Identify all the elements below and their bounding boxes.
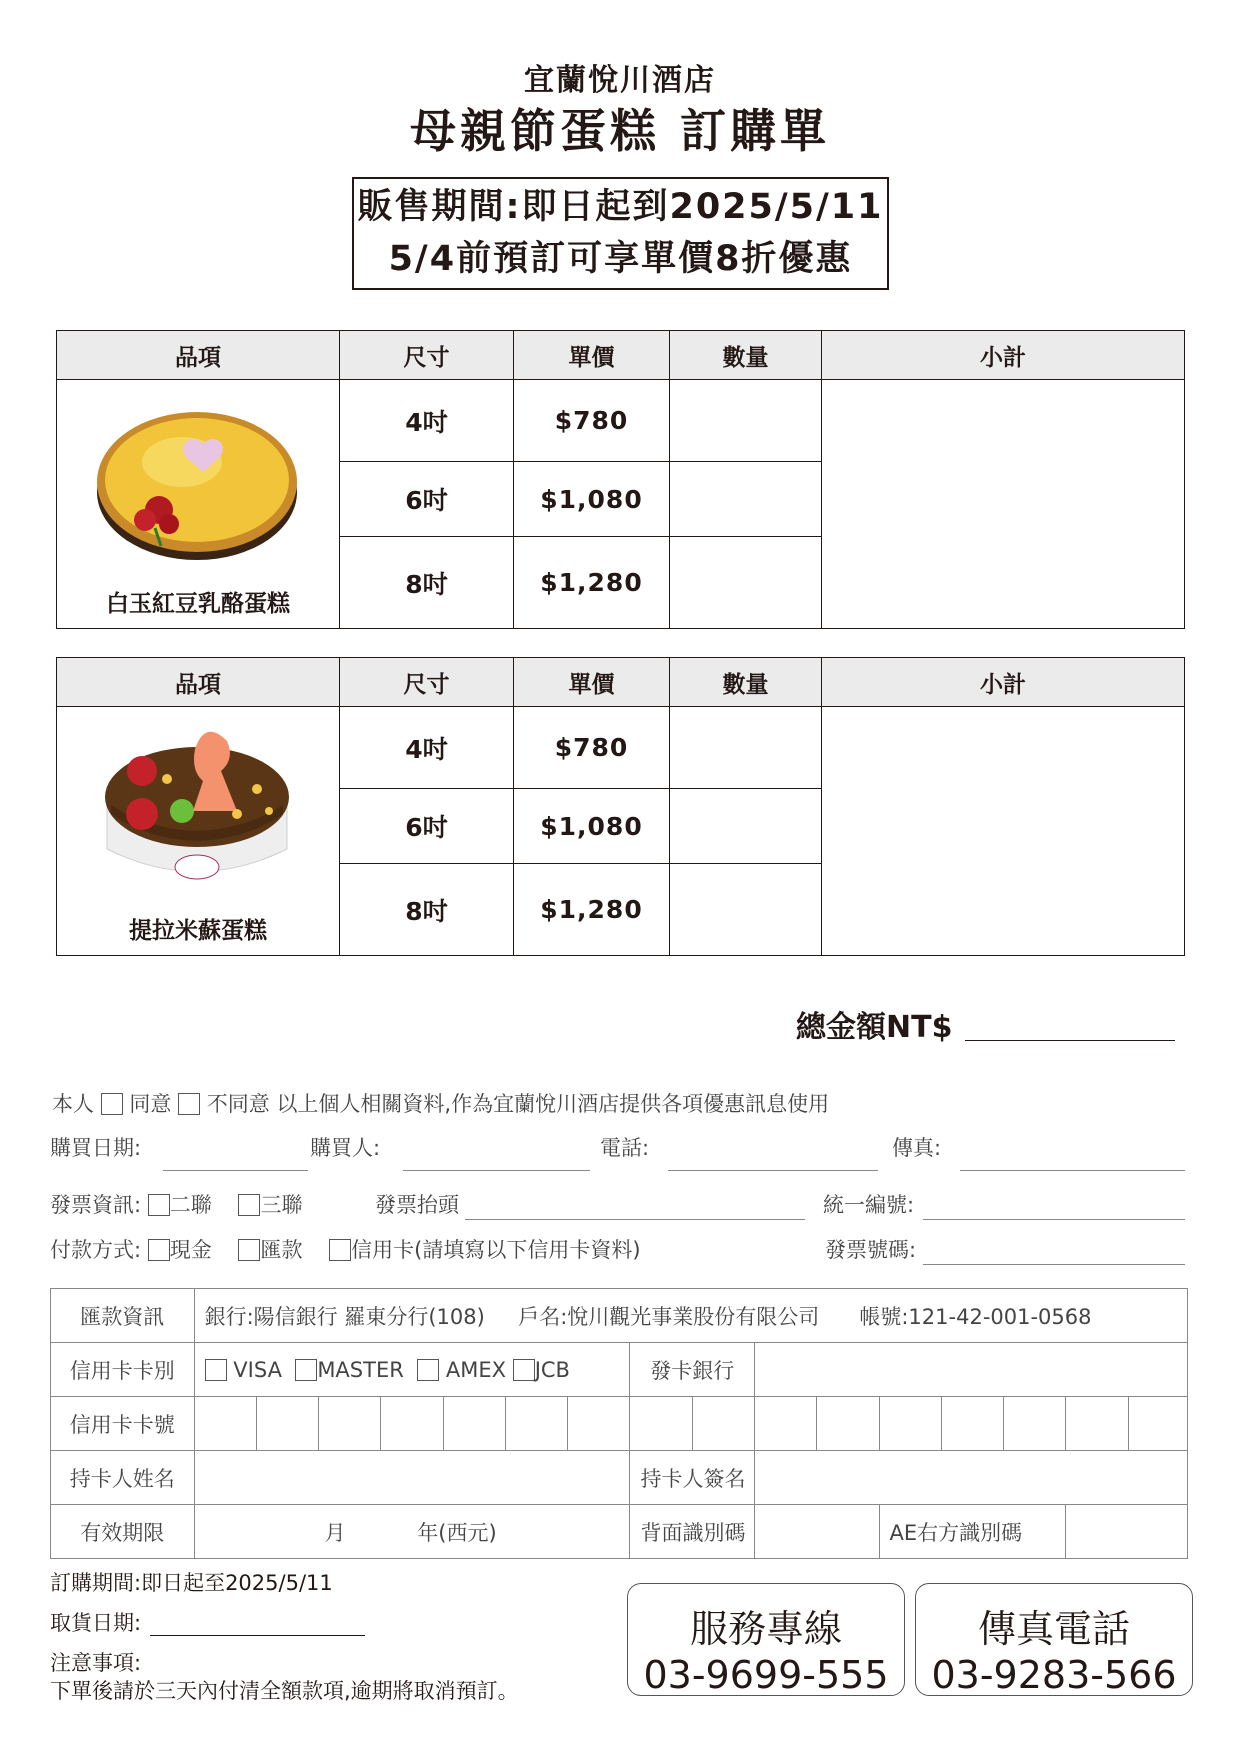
card-digit-input[interactable]	[568, 1397, 630, 1451]
purchase-date-input[interactable]	[163, 1170, 308, 1171]
total-label: 總金額NT$	[796, 1010, 953, 1045]
transfer-checkbox[interactable]	[238, 1239, 260, 1261]
size-cell: 8吋	[340, 864, 514, 956]
header-price: 單價	[514, 331, 670, 380]
card-digit-input[interactable]	[692, 1397, 754, 1451]
payment-method-label: 付款方式:	[50, 1238, 142, 1262]
qty-input[interactable]	[670, 462, 822, 537]
disagree-label: 不同意	[206, 1092, 270, 1116]
payment-method-row	[50, 1234, 641, 1264]
price-cell: $1,080	[514, 462, 670, 537]
pickup-date-input[interactable]	[150, 1635, 365, 1636]
expiry-input[interactable]	[194, 1505, 630, 1559]
header-price: 單價	[514, 658, 670, 707]
product-name: 白玉紅豆乳酪蛋糕	[106, 591, 290, 617]
cvv-label: 背面識別碼	[630, 1505, 755, 1559]
card-digit-input[interactable]	[194, 1397, 256, 1451]
cvv-input[interactable]	[755, 1505, 880, 1559]
header-qty: 數量	[670, 658, 822, 707]
credit-card-label: 信用卡(請填寫以下信用卡資料)	[351, 1238, 641, 1262]
card-digit-input[interactable]	[879, 1397, 941, 1451]
promo-box	[352, 177, 889, 290]
product-name: 提拉米蘇蛋糕	[129, 918, 267, 944]
ae-code-label: AE右方識別碼	[879, 1505, 1066, 1559]
master-checkbox[interactable]	[295, 1359, 317, 1381]
card-digit-input[interactable]	[1128, 1397, 1187, 1451]
qty-input[interactable]	[670, 864, 822, 956]
qty-input[interactable]	[670, 537, 822, 629]
price-cell: $1,280	[514, 537, 670, 629]
amex-checkbox[interactable]	[417, 1359, 439, 1381]
subtotal-input[interactable]	[822, 707, 1185, 956]
card-digit-input[interactable]	[505, 1397, 567, 1451]
card-digit-input[interactable]	[817, 1397, 879, 1451]
phone-label: 電話:	[600, 1136, 650, 1160]
cash-checkbox[interactable]	[148, 1239, 170, 1261]
phone-input[interactable]	[668, 1170, 878, 1171]
card-digit-input[interactable]	[443, 1397, 505, 1451]
price-cell: $780	[514, 707, 670, 789]
card-digit-input[interactable]	[256, 1397, 318, 1451]
header-subtotal: 小計	[822, 331, 1185, 380]
ae-code-input[interactable]	[1066, 1505, 1188, 1559]
hotel-name: 宜蘭悅川酒店	[524, 63, 716, 98]
two-part-checkbox[interactable]	[148, 1194, 170, 1216]
size-cell: 6吋	[340, 462, 514, 537]
remit-info	[194, 1289, 1187, 1343]
consent-text: 以上個人相關資料,作為宜蘭悅川酒店提供各項優惠訊息使用	[276, 1092, 830, 1116]
account-name: 戶名:悅川觀光事業股份有限公司	[518, 1304, 820, 1329]
invoice-title-input[interactable]	[465, 1219, 805, 1220]
product-table-1	[56, 330, 1185, 629]
size-cell: 4吋	[340, 380, 514, 462]
consent-row	[52, 1088, 829, 1118]
product-cell	[57, 707, 340, 956]
card-number-label: 信用卡卡號	[51, 1397, 195, 1451]
cheesecake-image	[87, 392, 307, 562]
year-label: 年(西元)	[417, 1520, 497, 1545]
size-cell: 8吋	[340, 537, 514, 629]
agree-label: 同意	[129, 1092, 172, 1116]
subtotal-input[interactable]	[822, 380, 1185, 629]
three-part-label: 三聯	[260, 1193, 303, 1217]
expiry-label: 有效期限	[51, 1505, 195, 1559]
cash-label: 現金	[169, 1238, 212, 1262]
fax-box-label: 傳真電話	[977, 1607, 1130, 1651]
card-digit-input[interactable]	[1066, 1397, 1128, 1451]
fax-box	[915, 1583, 1193, 1696]
bank-info: 銀行:陽信銀行 羅東分行(108)	[204, 1304, 485, 1329]
buyer-label: 購買人:	[310, 1136, 381, 1160]
buyer-input[interactable]	[403, 1170, 590, 1171]
qty-input[interactable]	[670, 380, 822, 462]
tax-id-label: 統一編號:	[823, 1193, 915, 1217]
master-label: MASTER	[317, 1357, 404, 1382]
notes-title: 注意事項:	[50, 1651, 142, 1675]
size-cell: 6吋	[340, 789, 514, 864]
holder-sign-input[interactable]	[755, 1451, 1188, 1505]
notes-text: 下單後請於三天內付清全額款項,逾期將取消預訂。	[50, 1679, 519, 1703]
header-subtotal: 小計	[822, 658, 1185, 707]
remit-label: 匯款資訊	[51, 1289, 195, 1343]
consent-self: 本人	[52, 1092, 94, 1116]
issuing-bank-label: 發卡銀行	[630, 1343, 755, 1397]
header-qty: 數量	[670, 331, 822, 380]
card-digit-input[interactable]	[755, 1397, 817, 1451]
price-cell: $1,280	[514, 864, 670, 956]
jcb-label: JCB	[534, 1357, 570, 1382]
price-cell: $780	[514, 380, 670, 462]
service-hotline-box	[627, 1583, 905, 1696]
qty-input[interactable]	[670, 789, 822, 864]
card-digit-input[interactable]	[941, 1397, 1003, 1451]
visa-checkbox[interactable]	[205, 1359, 227, 1381]
payment-table	[50, 1288, 1188, 1559]
fax-box-number: 03-9283-566	[931, 1653, 1177, 1697]
page-title: 母親節蛋糕 訂購單	[409, 104, 830, 158]
fax-label: 傳真:	[892, 1136, 942, 1160]
two-part-label: 二聯	[169, 1193, 212, 1217]
visa-label: VISA	[233, 1357, 282, 1382]
header-item: 品項	[57, 331, 340, 380]
agree-checkbox[interactable]	[101, 1093, 123, 1115]
invoice-info-row	[50, 1189, 302, 1219]
product-table-2	[56, 657, 1185, 956]
qty-input[interactable]	[670, 707, 822, 789]
size-cell: 4吋	[340, 707, 514, 789]
pickup-date-label: 取貨日期:	[50, 1611, 142, 1635]
invoice-no-input[interactable]	[923, 1264, 1185, 1265]
card-type-label: 信用卡卡別	[51, 1343, 195, 1397]
holder-name-label: 持卡人姓名	[51, 1451, 195, 1505]
order-period: 訂購期間:即日起至2025/5/11	[50, 1571, 333, 1595]
invoice-info-label: 發票資訊:	[50, 1193, 142, 1217]
header-size: 尺寸	[340, 658, 514, 707]
month-label: 月	[324, 1520, 346, 1545]
amex-label: AMEX	[445, 1357, 507, 1382]
purchase-date-label: 購買日期:	[50, 1136, 142, 1160]
card-digit-input[interactable]	[1004, 1397, 1066, 1451]
card-digit-input[interactable]	[381, 1397, 443, 1451]
product-cell	[57, 380, 340, 629]
tax-id-input[interactable]	[923, 1219, 1185, 1220]
total-amount-input[interactable]	[965, 1040, 1175, 1041]
invoice-title-label: 發票抬頭	[375, 1193, 459, 1217]
price-cell: $1,080	[514, 789, 670, 864]
three-part-checkbox[interactable]	[238, 1194, 260, 1216]
holder-name-input[interactable]	[194, 1451, 630, 1505]
invoice-no-label: 發票號碼:	[825, 1238, 917, 1262]
service-number: 03-9699-555	[643, 1653, 889, 1697]
promo-discount: 5/4前預訂可享單價8折優惠	[388, 239, 853, 279]
service-label: 服務專線	[689, 1607, 842, 1651]
card-digit-input[interactable]	[630, 1397, 692, 1451]
tiramisu-image	[87, 719, 307, 889]
header-item: 品項	[57, 658, 340, 707]
card-digit-input[interactable]	[319, 1397, 381, 1451]
disagree-checkbox[interactable]	[178, 1093, 200, 1115]
card-type-options	[194, 1343, 630, 1397]
holder-sign-label: 持卡人簽名	[630, 1451, 755, 1505]
account-number: 帳號:121-42-001-0568	[859, 1304, 1092, 1329]
promo-sale-period: 販售期間:即日起到2025/5/11	[357, 187, 884, 227]
header-size: 尺寸	[340, 331, 514, 380]
jcb-checkbox[interactable]	[513, 1359, 535, 1381]
fax-input[interactable]	[960, 1170, 1185, 1171]
transfer-label: 匯款	[260, 1238, 303, 1262]
credit-card-checkbox[interactable]	[329, 1239, 351, 1261]
issuing-bank-input[interactable]	[755, 1343, 1188, 1397]
